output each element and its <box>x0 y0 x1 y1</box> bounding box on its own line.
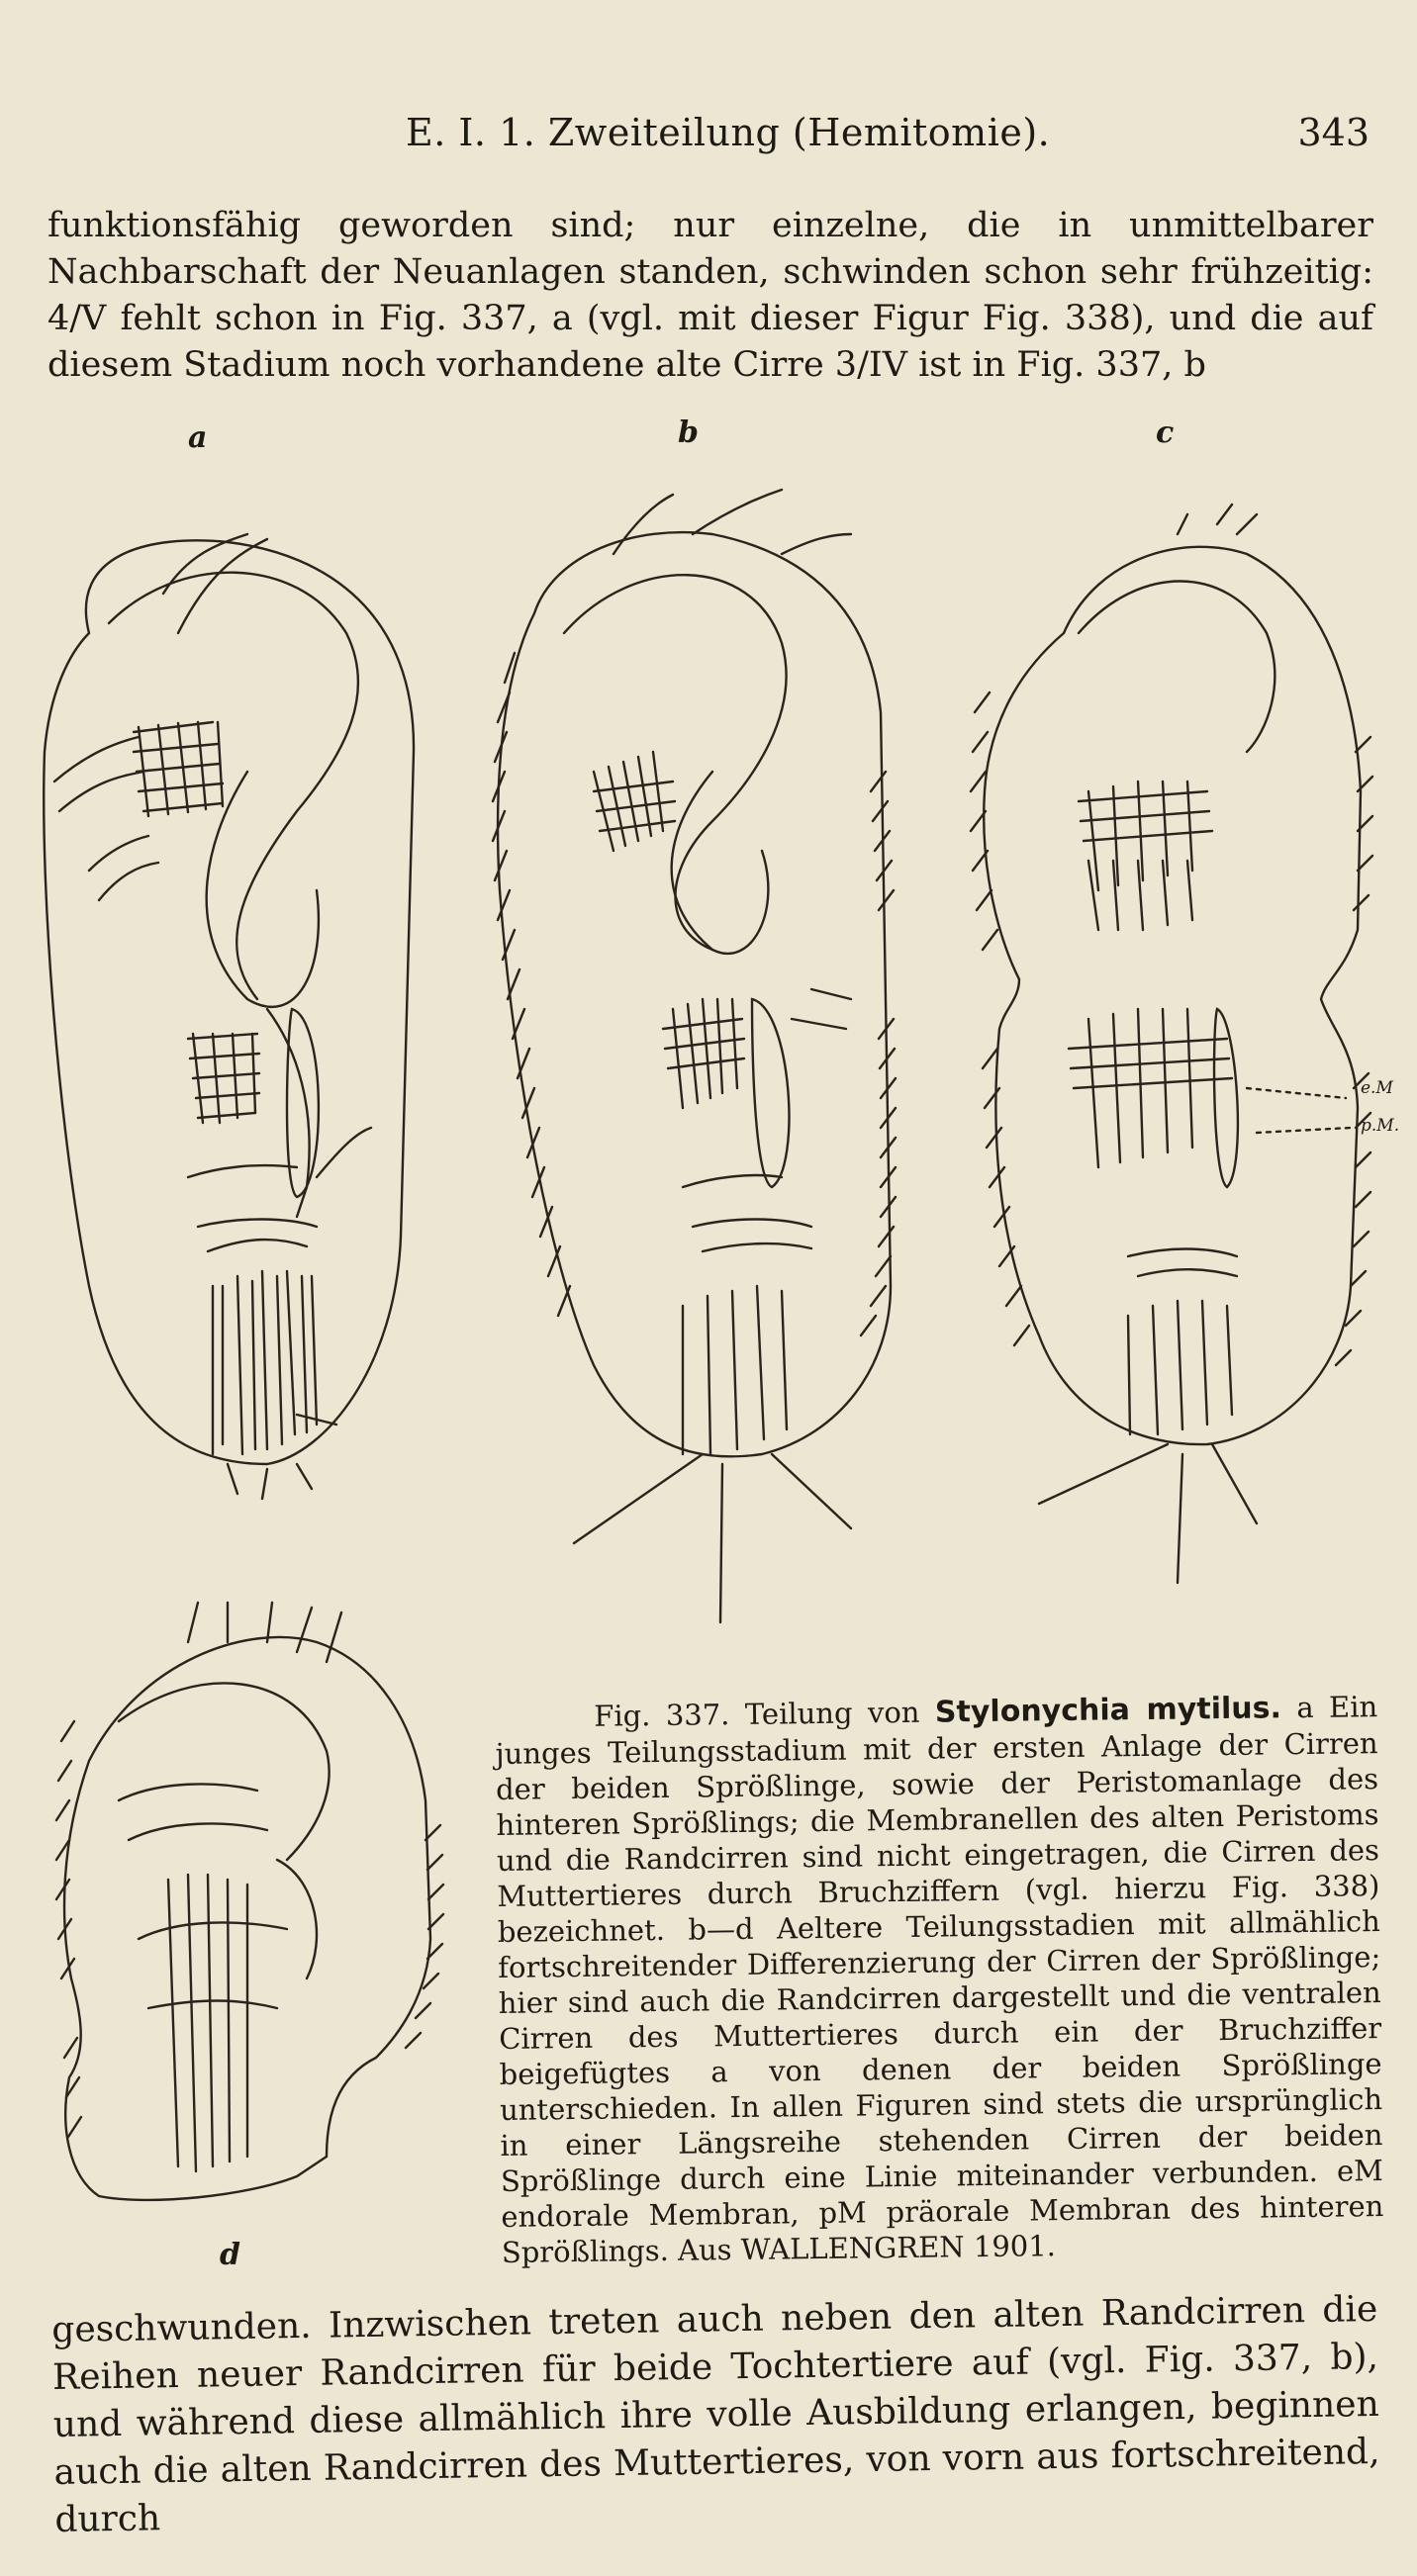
caption-intro: Teilung von <box>744 1695 920 1731</box>
page-number: 343 <box>1297 111 1370 154</box>
figure-caption <box>495 1689 1384 2270</box>
panel-d-drawing <box>56 1603 443 2200</box>
panel-label-a: a <box>188 420 208 455</box>
panel-label-d: d <box>220 2238 240 2272</box>
panel-a-drawing <box>44 534 414 1499</box>
panel-label-b: b <box>678 415 699 450</box>
paragraph-bottom: geschwunden. Inzwischen treten auch neben den alten Randcirren die Reihen neuer Randcirren für beide Tochtertiere auf (vgl. Fig. 337, b), und während diese allmählich ihre volle Ausbildung erlangen, beginnen auch die alten Randcirren des Muttertieres, von vorn aus fortschreitend, durch <box>51 2288 1380 2540</box>
panel-b-drawing <box>493 490 896 1622</box>
panel-c-drawing <box>971 505 1372 1583</box>
caption-figure-number: Fig. 337. <box>594 1698 730 1733</box>
annotation-pm: p.M. <box>1361 1116 1400 1136</box>
running-title: E. I. 1. Zweiteilung (Hemitomie). <box>406 111 1051 154</box>
panel-label-c: c <box>1156 415 1175 450</box>
caption-species: Stylonychia mytilus. <box>934 1691 1282 1730</box>
annotation-em: e.M <box>1361 1078 1393 1098</box>
paragraph-top: funktionsfähig geworden sind; nur einzelne, die in unmittelbarer Nachbarschaft der Neuanlagen standen, schwinden schon sehr frühzeitig: 4/V fehlt schon in Fig. 337, a (vgl. mit dieser Figur Fig. 338), und die auf diesem Stadium noch vorhandene alte Cirre 3/IV ist in Fig. 337, b <box>47 206 1373 385</box>
caption-body: a Ein junges Teilungsstadium mit der ersten Anlage der Cirren der beiden Sprößlinge, sowie der Peristomanlage des hinteren Sprößlings; die Membranellen des alten Peristoms und die Randcirren sind nicht eingetragen, die Cirren des Muttertieres durch Bruchziffern (vgl. hierzu Fig. 338) bezeichnet. b—d Aeltere Teilungsstadien mit allmählich fortschreitender Differenzierung der Cirren der Sprößlinge; hier sind auch die Randcirren dargestellt und die ventralen Cirren des Muttertieres durch ein der Bruchziffer beigefügtes a von denen der beiden Sprößlinge unterschieden. In allen Figuren sind stets die ursprünglich in einer Längsreihe stehenden Cirren der beiden Sprößlinge durch eine Linie miteinander verbunden. eM endorale Membran, pM präorale Membran des hinteren Sprößlings. Aus WALLENGREN 1901. <box>495 1690 1384 2269</box>
